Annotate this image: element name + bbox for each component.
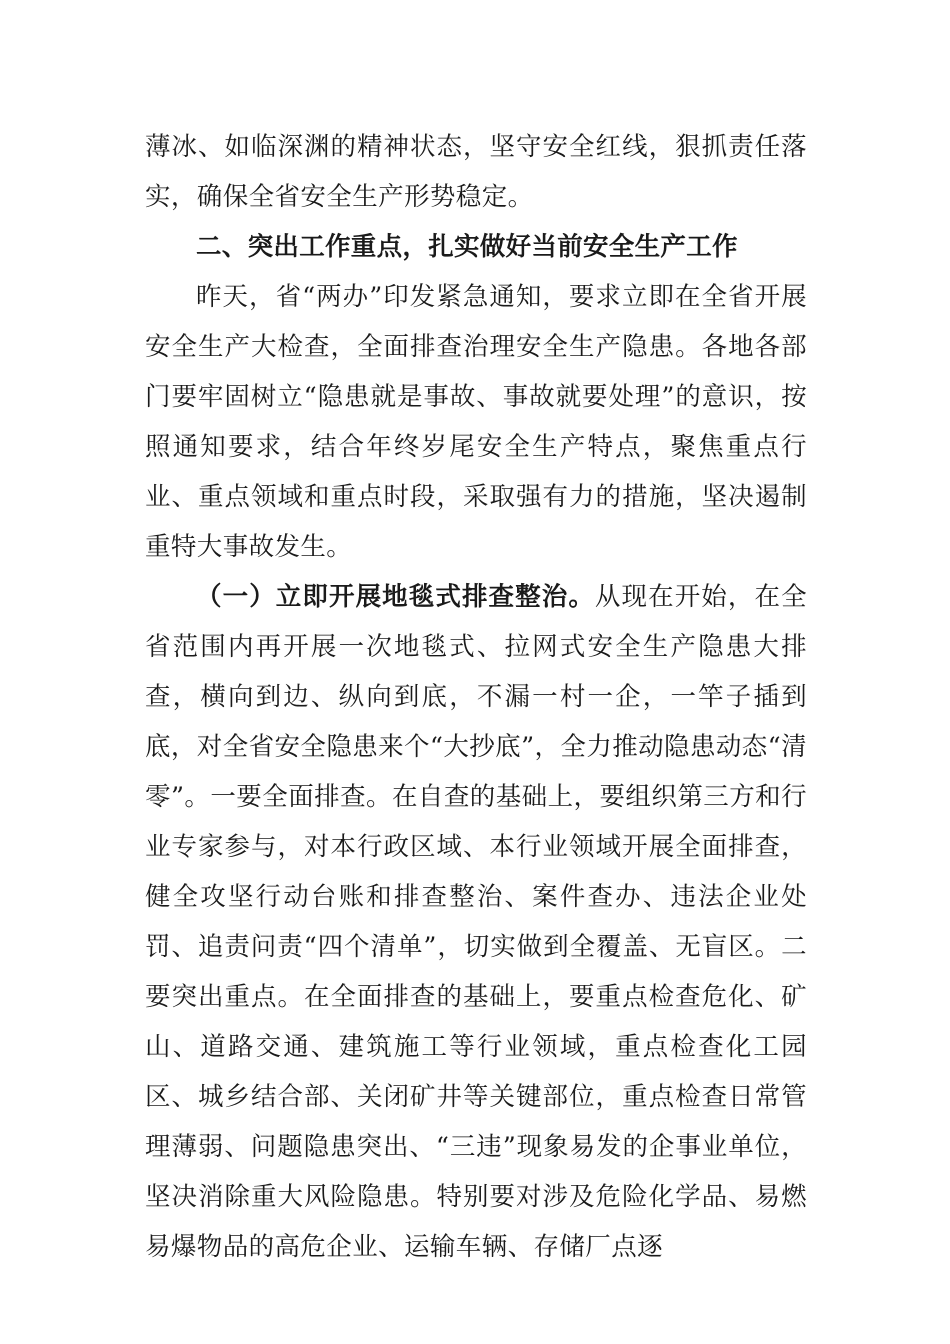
paragraph-item-1 (145, 572, 807, 1272)
paragraph-intro: 昨天，省“两办”印发紧急通知，要求立即在全省开展安全生产大检查，全面排查治理安全生产隐患。各地各部门要牢固树立“隐患就是事故、事故就要处理”的意识，按照通知要求，结合年终岁尾安全生产特点，聚焦重点行业、重点领域和重点时段，采取强有力的措施，坚决遏制重特大事故发生。 (145, 282, 807, 562)
item-1-lead: （一）立即开展地毯式排查整治。 (196, 582, 595, 612)
section-heading: 二、突出工作重点，扎实做好当前安全生产工作 (196, 232, 738, 262)
item-1-body: 从现在开始，在全省范围内再开展一次地毯式、拉网式安全生产隐患大排查，横向到边、纵向到底，不漏一村一企，一竿子插到底，对全省安全隐患来个“大抄底”，全力推动隐患动态“清零”。一要全面排查。在自查的基础上，要组织第三方和行业专家参与，对本行政区域、本行业领域开展全面排查，健全攻坚行动台账和排查整治、案件查办、违法企业处罚、追责问责“四个清单”，切实做到全覆盖、无盲区。二要突出重点。在全面排查的基础上，要重点检查危化、矿山、道路交通、建筑施工等行业领域，重点检查化工园区、城乡结合部、关闭矿井等关键部位，重点检查日常管理薄弱、问题隐患突出、“三违”现象易发的企事业单位，坚决消除重大风险隐患。特别要对涉及危险化学品、易燃易爆物品的高危企业、运输车辆、存储厂点逐 (145, 582, 807, 1262)
document-body (145, 122, 807, 1272)
paragraph-continuation: 薄冰、如临深渊的精神状态，坚守安全红线，狠抓责任落实，确保全省安全生产形势稳定。 (145, 132, 807, 212)
